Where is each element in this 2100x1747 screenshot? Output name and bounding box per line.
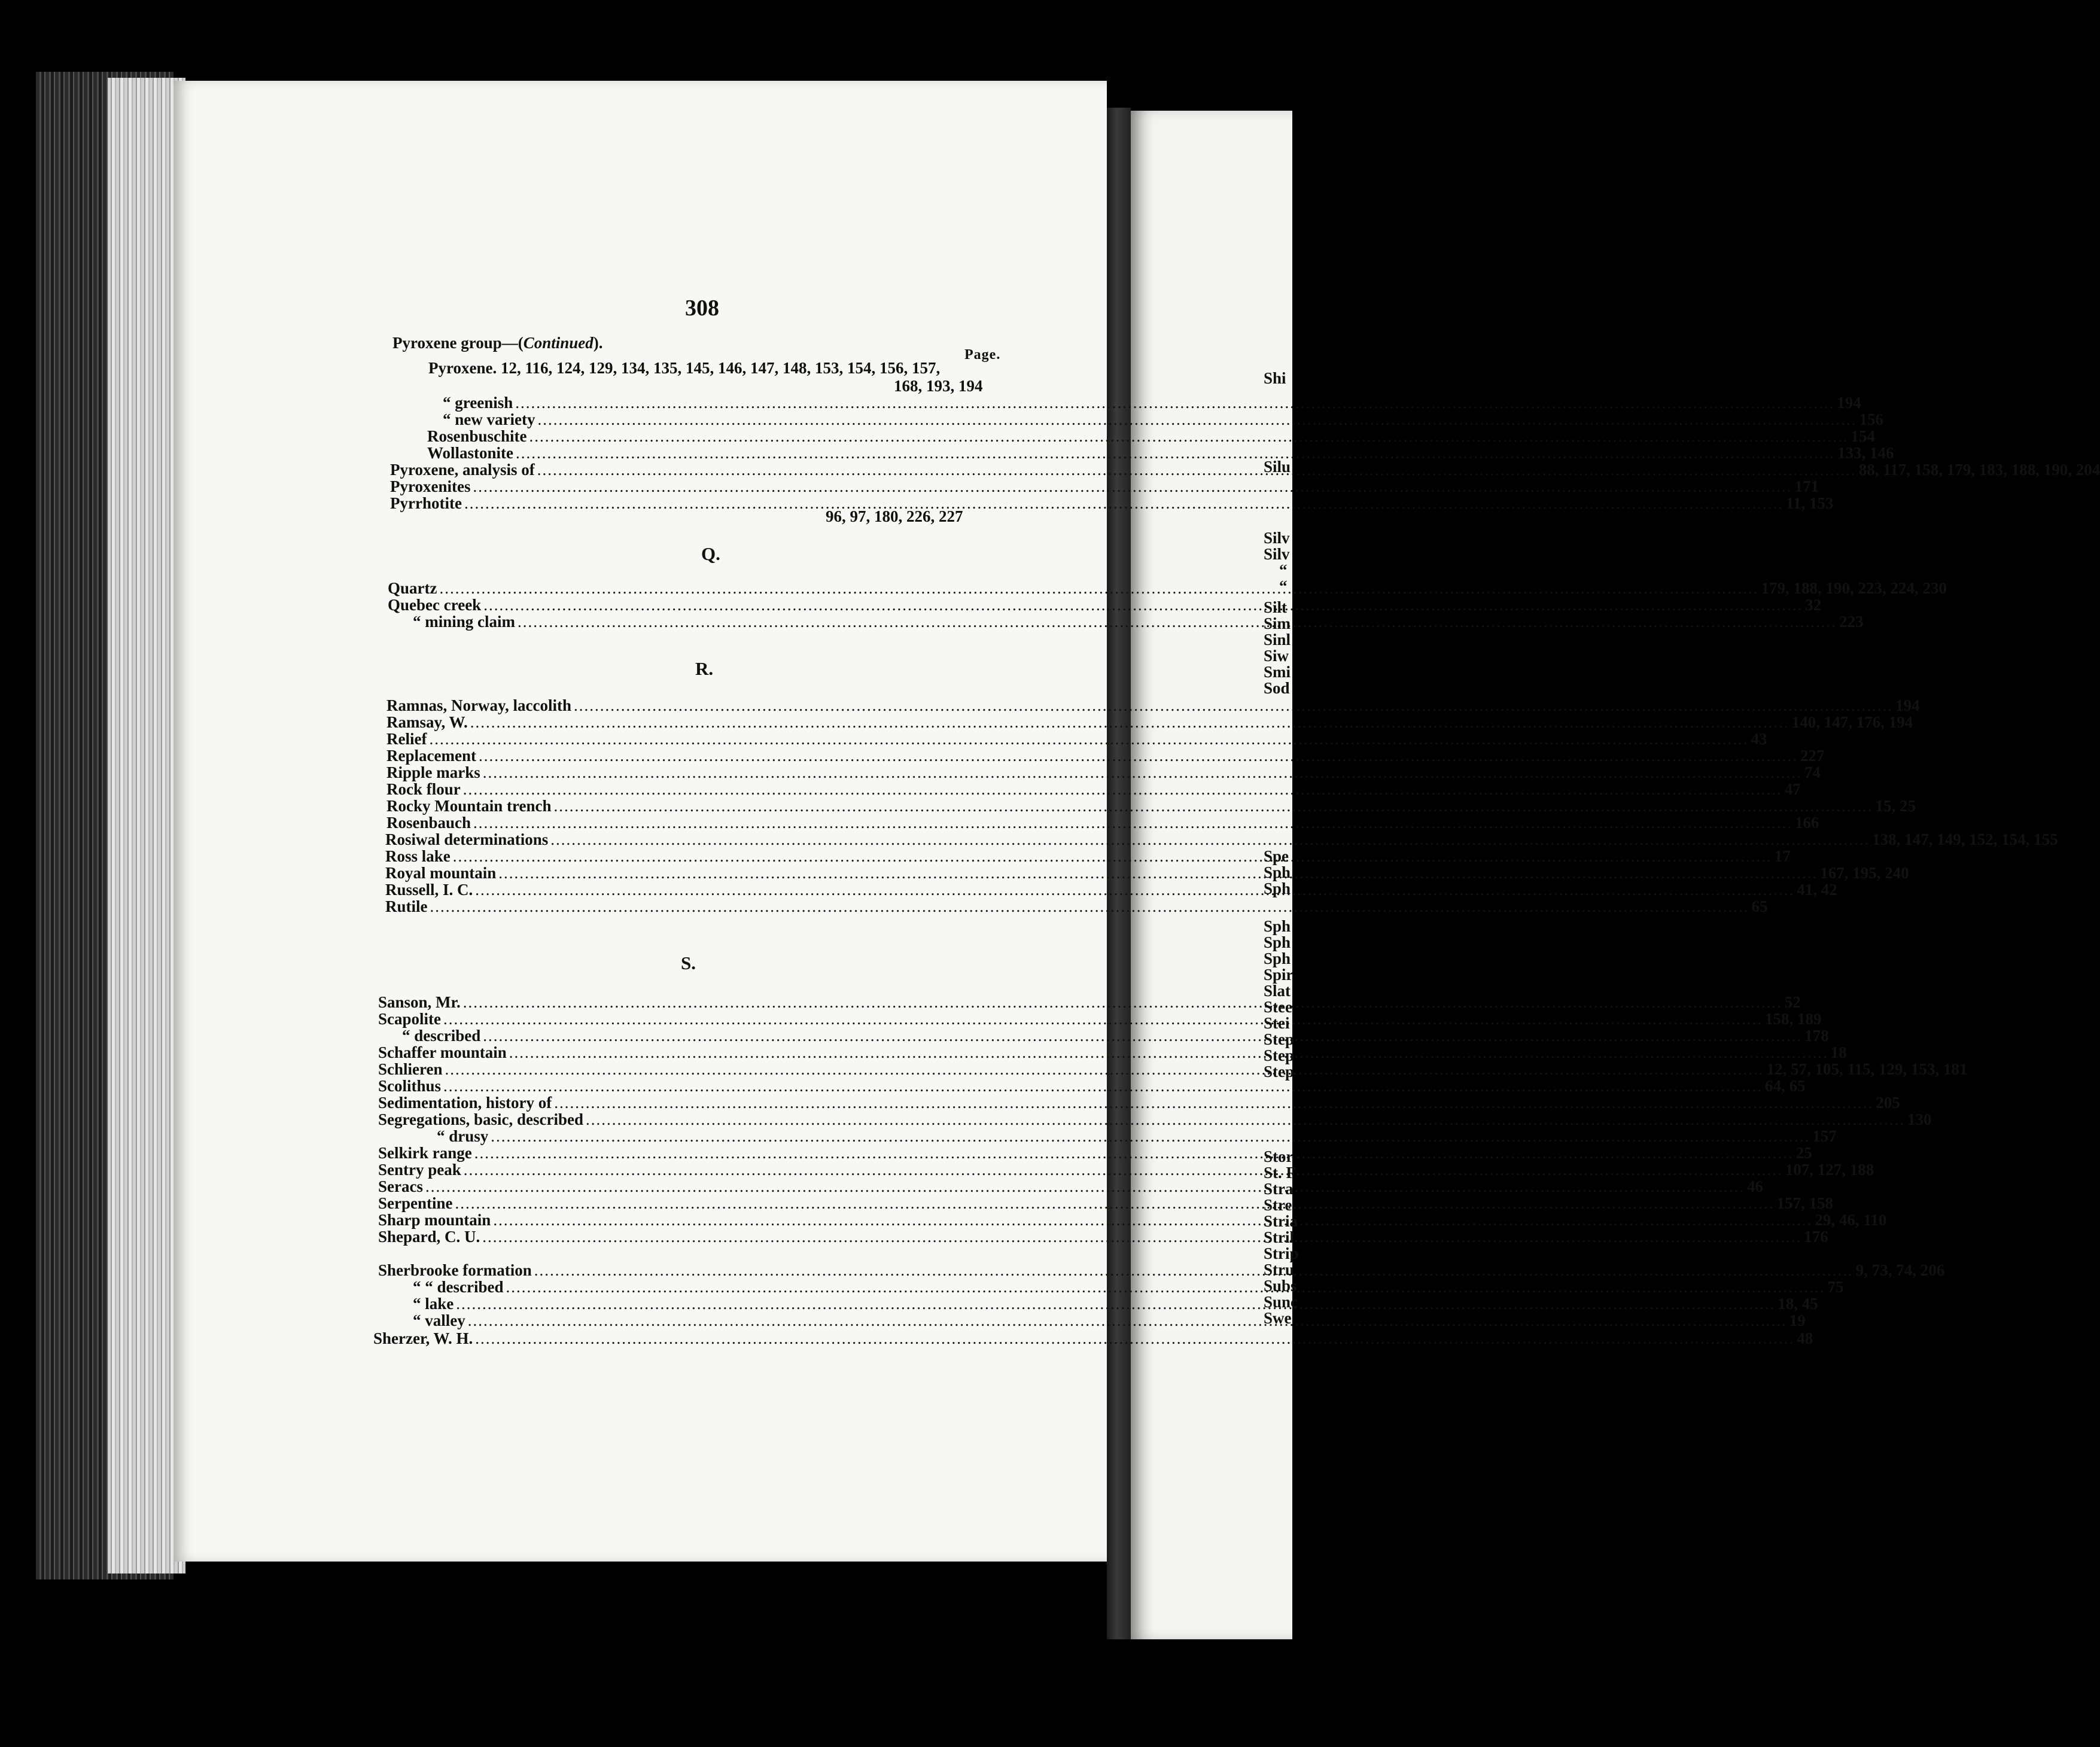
index-entry: Ross lake ..... 17 [385,847,1009,865]
right-page-fragment: “ [1279,561,1288,579]
right-page-fragment: Stor [1264,1148,1294,1165]
right-page-fragment: Sph [1264,879,1291,897]
right-page-fragment: Sim [1264,614,1291,632]
index-entry: “ greenish ..... 194 [443,394,1011,412]
index-entry: “ mining claim ..... 223 [413,613,1011,631]
right-page-fragment: Silu [1264,458,1291,476]
right-page-fragment: Spir [1264,966,1294,984]
right-page-fragment: Stril [1264,1228,1294,1246]
index-entry: “ lake ..... 18, 45 [413,1295,998,1313]
right-page-fragment: Siw [1264,647,1289,665]
index-entry: “ valley ..... 19 [413,1311,998,1329]
index-entry: Schlieren ..... 12, 57, 105, 115, 129, 153, 181 [378,1060,998,1078]
right-page-fragment: Smi [1264,663,1291,681]
index-entry: “ new variety ..... 156 [443,410,1011,428]
index-entry: Royal mountain ..... 167, 195, 240 [385,864,1009,882]
right-page-fragment: Swe [1264,1309,1292,1327]
page-column-label: Page. [964,347,1001,363]
page-number: 308 [685,296,719,321]
right-page-fragment: Sinl [1264,631,1291,649]
index-entry: Russell, I. C. ..... 41, 42 [385,881,1009,899]
index-entry: “ described ..... 178 [402,1027,998,1045]
right-page-fragment: Sph [1264,949,1291,967]
section-heading-r: R. [695,658,714,679]
index-entry: Scolithus ..... 64, 65 [378,1077,998,1095]
right-page-fragment: Stee [1264,998,1292,1016]
index-entry: Rocky Mountain trench ..... 15, 25 [386,797,1009,815]
right-page-fragment: Subs [1264,1277,1297,1295]
index-entry: Rock flour ..... 47 [386,780,1009,798]
index-entry: Segregations, basic, described ..... 130 [378,1110,998,1128]
right-page-fragment: Stei [1264,1014,1290,1032]
index-entry-pages: 168, 193, 194 [894,377,983,395]
right-page-fragment: Stra [1264,1180,1294,1198]
right-page-fragment: Sph [1264,863,1291,881]
index-entry: Wollastonite ..... 133, 146 [427,444,1011,462]
index-entry: Sherbrooke formation ..... 9, 73, 74, 206 [378,1261,998,1279]
right-page-fragment: Silv [1264,529,1290,547]
right-page-fragment: Stru [1264,1261,1295,1279]
index-entry: Pyroxene, analysis of ..... 88, 117, 158, 179, 183, 188, 190, 204 [390,461,1011,479]
section-heading-s: S. [681,952,696,973]
index-entry: “ drusy ..... 157 [437,1127,998,1145]
index-entry: Seracs ..... 46 [378,1177,998,1195]
right-page-fragment: “ [1279,577,1288,595]
right-page-fragment: Strip [1264,1244,1299,1262]
right-page-fragment: Step [1264,1046,1295,1064]
index-entry: Relief ..... 43 [386,730,1009,748]
index-entry: Quebec creek ..... 32 [388,596,1011,614]
right-page-fragment: Step [1264,1063,1295,1081]
index-entry: Schaffer mountain ..... 18 [378,1043,998,1061]
right-page-fragment: Stria [1264,1212,1298,1230]
right-page-fragment: St. F [1264,1164,1296,1182]
index-entry: Ramnas, Norway, laccolith ..... 194 [386,696,1009,714]
right-page-fragment: Step [1264,1030,1295,1048]
index-entry: Scapolite ..... 158, 189 [378,1010,998,1028]
index-entry-pages: 96, 97, 180, 226, 227 [826,507,963,525]
index-entry: Replacement ..... 227 [386,747,1009,765]
index-entry-heading: Pyroxene group—(Continued). [392,334,603,352]
right-page-fragment: Sod [1264,679,1290,697]
index-entry: Rosenbauch ..... 166 [386,814,1009,832]
index-entry: Sedimentation, history of ..... 205 [378,1094,998,1112]
right-page-fragment: Shi [1264,369,1286,387]
right-page-fragment: Silt [1264,598,1288,616]
right-page-fragment: Sph [1264,917,1291,935]
index-entry: Rosiwal determinations ..... 138, 147, 149, 152, 154, 155 [385,830,1009,848]
index-entry: Ripple marks ..... 74 [386,763,1009,781]
index-entry: Quartz ..... 179, 188, 190, 223, 224, 230 [388,579,1011,597]
right-page-fragment: Stre [1264,1196,1292,1214]
index-entry: Ramsay, W. ..... 140, 147, 176, 194 [386,713,1009,731]
right-page-fragment: Slat [1264,982,1291,1000]
index-entry: Rutile ..... 65 [385,897,1009,915]
index-entry: Shepard, C. U. ..... 176 [378,1228,998,1246]
index-entry: Sanson, Mr. ..... 52 [378,993,998,1011]
right-page-fragment: Sph [1264,933,1291,951]
right-page-fragment: Silv [1264,545,1290,563]
index-entry: Selkirk range ..... 25 [378,1144,998,1162]
index-entry: Serpentine ..... 157, 158 [378,1194,998,1212]
section-heading-q: Q. [701,543,720,564]
index-entry: Sentry peak ..... 107, 127, 188 [378,1161,998,1179]
index-entry: Rosenbuschite ..... 154 [427,427,1011,445]
index-entry: Pyrrhotite ..... 11, 153 [390,494,1011,512]
right-page-fragment: Spe [1264,847,1289,865]
index-entry: Pyroxenites ..... 171 [390,477,1011,495]
right-page-fragment: Sunc [1264,1293,1298,1311]
index-entry: Sharp mountain ..... 29, 46, 110 [378,1211,998,1229]
index-entry: “ “ described ..... 75 [413,1278,998,1296]
index-entry: Pyroxene. 12, 116, 124, 129, 134, 135, 145, 146, 147, 148, 153, 154, 156, 157, [428,359,941,377]
index-entry: Sherzer, W. H. ..... 48 [373,1329,998,1347]
